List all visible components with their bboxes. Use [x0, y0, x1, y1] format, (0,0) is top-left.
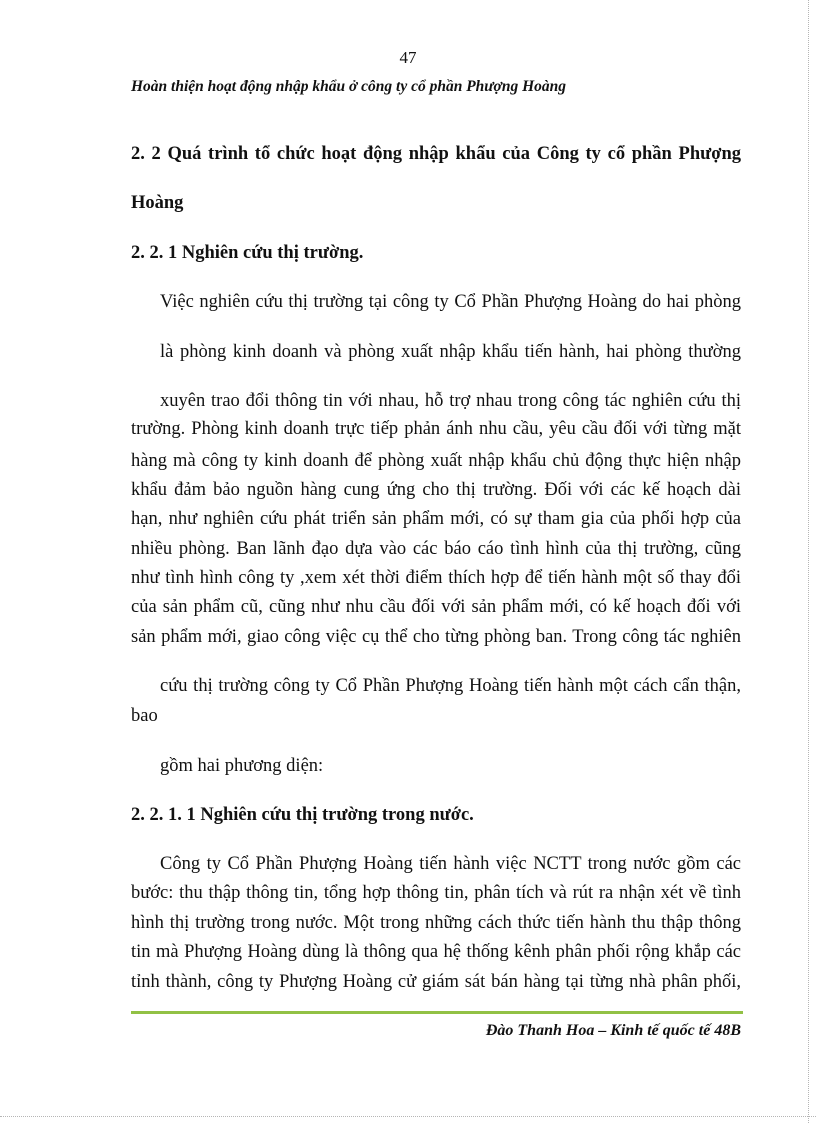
paragraph-line: của sản phẩm cũ, cũng như nhu cầu đối với sản phẩm mới, có kế hoạch đối với: [131, 597, 741, 617]
subsubsection-heading: 2. 2. 1. 1 Nghiên cứu thị trường trong nước.: [131, 805, 474, 825]
paragraph-line: trường. Phòng kinh doanh trực tiếp phản ánh nhu cầu, yêu cầu đối với từng mặt: [131, 419, 741, 439]
paragraph-line: như tình hình công ty ,xem xét thời điểm thích hợp để tiến hành một số thay đổi: [131, 568, 741, 588]
subsection-heading: 2. 2. 1 Nghiên cứu thị trường.: [131, 243, 364, 263]
footer-rule: [131, 1011, 743, 1014]
section-heading-continuation: Hoàng: [131, 193, 184, 213]
page-border-bottom: [0, 1116, 816, 1117]
running-header: Hoàn thiện hoạt động nhập khẩu ở công ty cổ phần Phượng Hoàng: [131, 78, 567, 95]
paragraph-line: là phòng kinh doanh và phòng xuất nhập khẩu tiến hành, hai phòng thường: [160, 342, 741, 362]
paragraph-line: tỉnh thành, công ty Phượng Hoàng cử giám sát bán hàng tại từng nhà phân phối,: [131, 972, 741, 992]
paragraph-line: nhiều phòng. Ban lãnh đạo dựa vào các báo cáo tình hình của thị trường, cũng: [131, 539, 741, 559]
paragraph-line: bước: thu thập thông tin, tổng hợp thông tin, phân tích và rút ra nhận xét về tình: [131, 883, 741, 903]
paragraph-line: gồm hai phương diện:: [160, 756, 324, 776]
paragraph-line: hình thị trường trong nước. Một trong những cách thức tiến hành thu thập thông: [131, 913, 741, 933]
paragraph-line: Công ty Cổ Phần Phượng Hoàng tiến hành việc NCTT trong nước gồm các: [160, 854, 741, 874]
paragraph-line: bao: [131, 706, 158, 726]
footer-author: Đào Thanh Hoa – Kinh tế quốc tế 48B: [485, 1022, 741, 1039]
paragraph-line: xuyên trao đổi thông tin với nhau, hỗ trợ nhau trong công tác nghiên cứu thị: [160, 391, 741, 411]
section-heading: 2. 2 Quá trình tổ chức hoạt động nhập khẩu của Công ty cổ phần Phượng: [131, 144, 741, 164]
page-border-right: [808, 0, 809, 1123]
paragraph-line: sản phẩm mới, giao công việc cụ thể cho từng phòng ban. Trong công tác nghiên: [131, 627, 741, 647]
page-number: 47: [399, 48, 417, 67]
paragraph-line: khẩu đảm bảo nguồn hàng cung ứng cho thị trường. Đối với các kế hoạch dài: [131, 480, 741, 500]
paragraph-line: hạn, như nghiên cứu phát triển sản phẩm mới, có sự tham gia của phối hợp của: [131, 509, 741, 529]
paragraph-line: tin mà Phượng Hoàng dùng là thông qua hệ thống kênh phân phối rộng khắp các: [131, 942, 741, 962]
paragraph-line: hàng mà công ty kinh doanh để phòng xuất nhập khẩu chủ động thực hiện nhập: [131, 451, 741, 471]
paragraph-line: cứu thị trường công ty Cổ Phần Phượng Hoàng tiến hành một cách cẩn thận,: [160, 676, 741, 696]
paragraph-line: Việc nghiên cứu thị trường tại công ty Cổ Phần Phượng Hoàng do hai phòng: [160, 292, 741, 312]
